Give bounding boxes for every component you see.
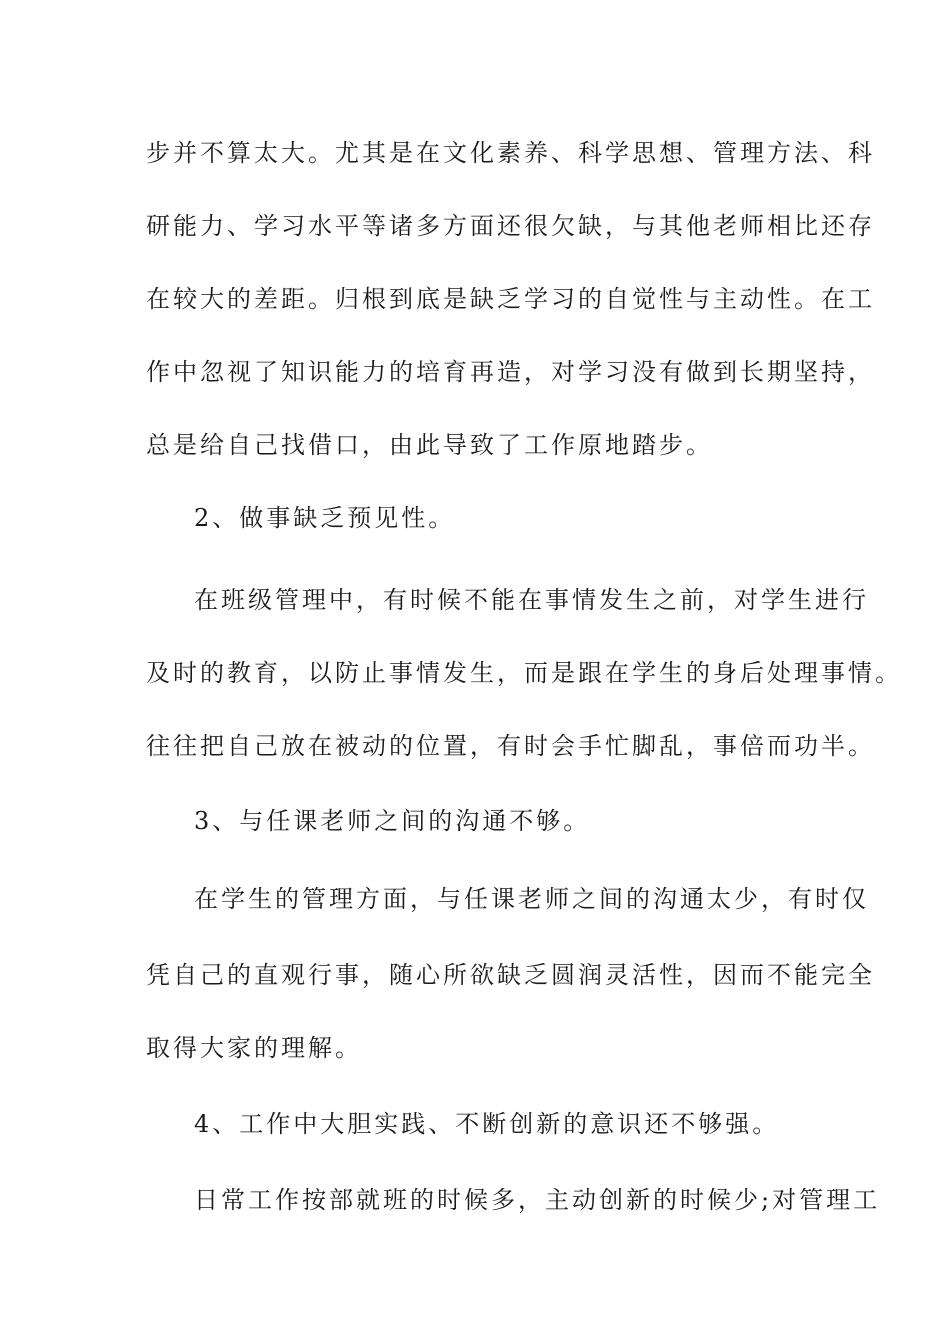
section-heading: 3、与任课老师之间的沟通不够。 — [194, 807, 591, 835]
paragraph-line: 凭自己的直观行事，随心所欲缺乏圆润灵活性，因而不能完全 — [146, 961, 875, 989]
paragraph-line: 取得大家的理解。 — [146, 1034, 362, 1062]
paragraph-line: 及时的教育，以防止事情发生，而是跟在学生的身后处理事情。 — [146, 659, 902, 687]
section-heading: 4、工作中大胆实践、不断创新的意识还不够强。 — [194, 1110, 780, 1138]
paragraph-line: 往往把自己放在被动的位置，有时会手忙脚乱，事倍而功半。 — [146, 732, 875, 760]
paragraph-line: 总是给自己找借口，由此导致了工作原地踏步。 — [146, 431, 713, 459]
paragraph-line: 日常工作按部就班的时候多，主动创新的时候少;对管理工 — [194, 1186, 881, 1214]
paragraph-line: 在班级管理中，有时候不能在事情发生之前，对学生进行 — [194, 586, 869, 614]
section-heading: 2、做事缺乏预见性。 — [194, 504, 456, 532]
paragraph-line: 步并不算太大。尤其是在文化素养、科学思想、管理方法、科 — [146, 139, 875, 167]
paragraph-line: 在学生的管理方面，与任课老师之间的沟通太少，有时仅 — [194, 885, 869, 913]
paragraph-line: 在较大的差距。归根到底是缺乏学习的自觉性与主动性。在工 — [146, 285, 875, 313]
paragraph-line: 作中忽视了知识能力的培育再造，对学习没有做到长期坚持， — [146, 358, 875, 386]
paragraph-line: 研能力、学习水平等诸多方面还很欠缺，与其他老师相比还存 — [146, 212, 875, 240]
